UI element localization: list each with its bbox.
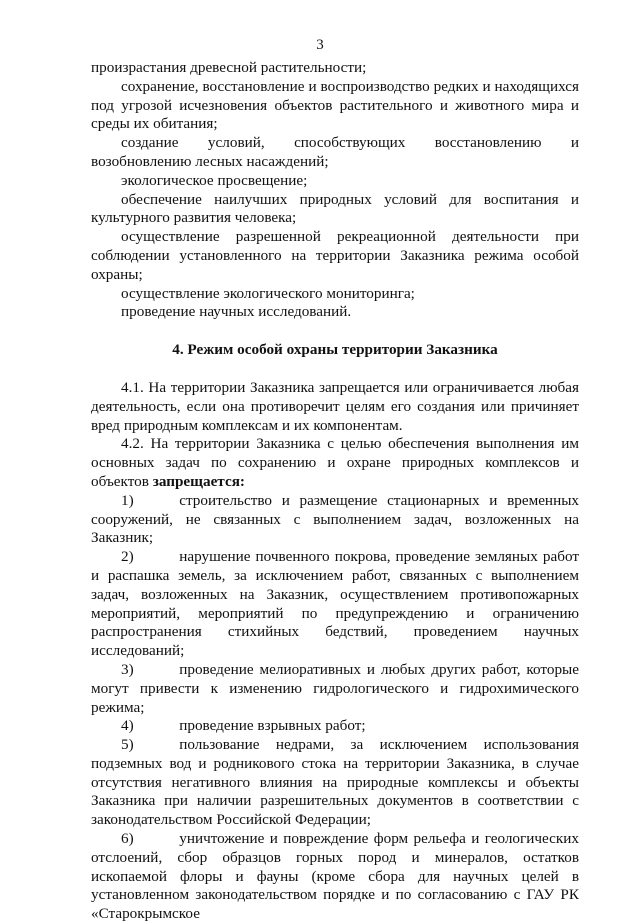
list-item-text: пользование недрами, за исключением использования подземных вод и родникового стока на территории Заказника, в случае отсутствия негативного влияния на природные комплексы и объекты Заказника при наличии разрешительных документов в соответствии с законодательством Российской Федерации; xyxy=(91,736,579,829)
paragraph-task: обеспечение наилучших природных условий для воспитания и культурного развития человека; xyxy=(91,190,579,227)
list-item xyxy=(91,830,579,924)
list-item-text: нарушение почвенного покрова, проведение земляных работ и распашка земель, за исключением работ, связанных с выполнением задач, возложенных на Заказник, осуществлением противопожарных мероприятий, мероприятий по предупреждению и ограничению распространения стихийных бедствий, проведением научных исследований; xyxy=(91,548,579,660)
paragraph-task: сохранение, восстановление и воспроизводство редких и находящихся под угрозой исчезновения объектов растительного и животного мира и среды их обитания; xyxy=(91,77,579,133)
paragraph-4-2-text: 4.2. На территории Заказника с целью обеспечения выполнения им основных задач по сохранению и охране природных комплексов и объектов xyxy=(91,435,579,490)
list-item-text: проведение взрывных работ; xyxy=(179,717,366,735)
list-item xyxy=(91,492,579,548)
paragraph-4-2-colon: : xyxy=(239,472,245,490)
list-item xyxy=(91,717,579,736)
list-item xyxy=(91,736,579,830)
list-item xyxy=(91,548,579,661)
page-number: 3 xyxy=(316,37,324,53)
paragraph-4-2-bold: запрещается xyxy=(152,472,240,490)
list-item-number: 5) xyxy=(121,736,134,754)
list-item-number: 3) xyxy=(121,660,134,678)
paragraph-4-1: 4.1. На территории Заказника запрещается или ограничивается любая деятельность, если она противоречит целям его создания или причиняет вред природным комплексам и их компонентам. xyxy=(91,378,579,434)
list-item-number: 1) xyxy=(121,491,134,509)
list-item-number: 2) xyxy=(121,548,134,566)
paragraph-continuation: произрастания древесной растительности; xyxy=(91,59,367,76)
list-item-text: строительство и размещение стационарных и временных сооружений, не связанных с выполнением задач, возложенных на Заказник; xyxy=(91,491,579,547)
paragraph-task: создание условий, способствующих восстановлению и возобновлению лесных насаждений; xyxy=(91,134,579,170)
list-item-number: 4) xyxy=(121,717,134,735)
paragraph-4-2 xyxy=(91,435,579,491)
list-item-text: проведение мелиоративных и любых других работ, которые могут привести к изменению гидрологического и гидрохимического режима; xyxy=(91,660,579,716)
paragraph-task: экологическое просвещение; xyxy=(121,171,308,189)
section-heading: 4. Режим особой охраны территории Заказника xyxy=(172,341,498,359)
paragraph-task: проведение научных исследований. xyxy=(121,303,352,321)
list-item-number: 6) xyxy=(121,830,134,848)
document-body xyxy=(91,59,579,924)
list-item-text: уничтожение и повреждение форм рельефа и геологических отслоений, сбор образцов горных пород и минералов, остатков ископаемой флоры и фауны (кроме сбора для научных целей в установленном законодательством порядке и по согласованию с ГАУ РК «Старокрымское xyxy=(91,830,579,923)
paragraph-task: осуществление экологического мониторинга; xyxy=(121,284,415,302)
paragraph-task: осуществление разрешенной рекреационной деятельности при соблюдении установленного на территории Заказника режима особой охраны; xyxy=(91,228,579,283)
list-item xyxy=(91,661,579,717)
